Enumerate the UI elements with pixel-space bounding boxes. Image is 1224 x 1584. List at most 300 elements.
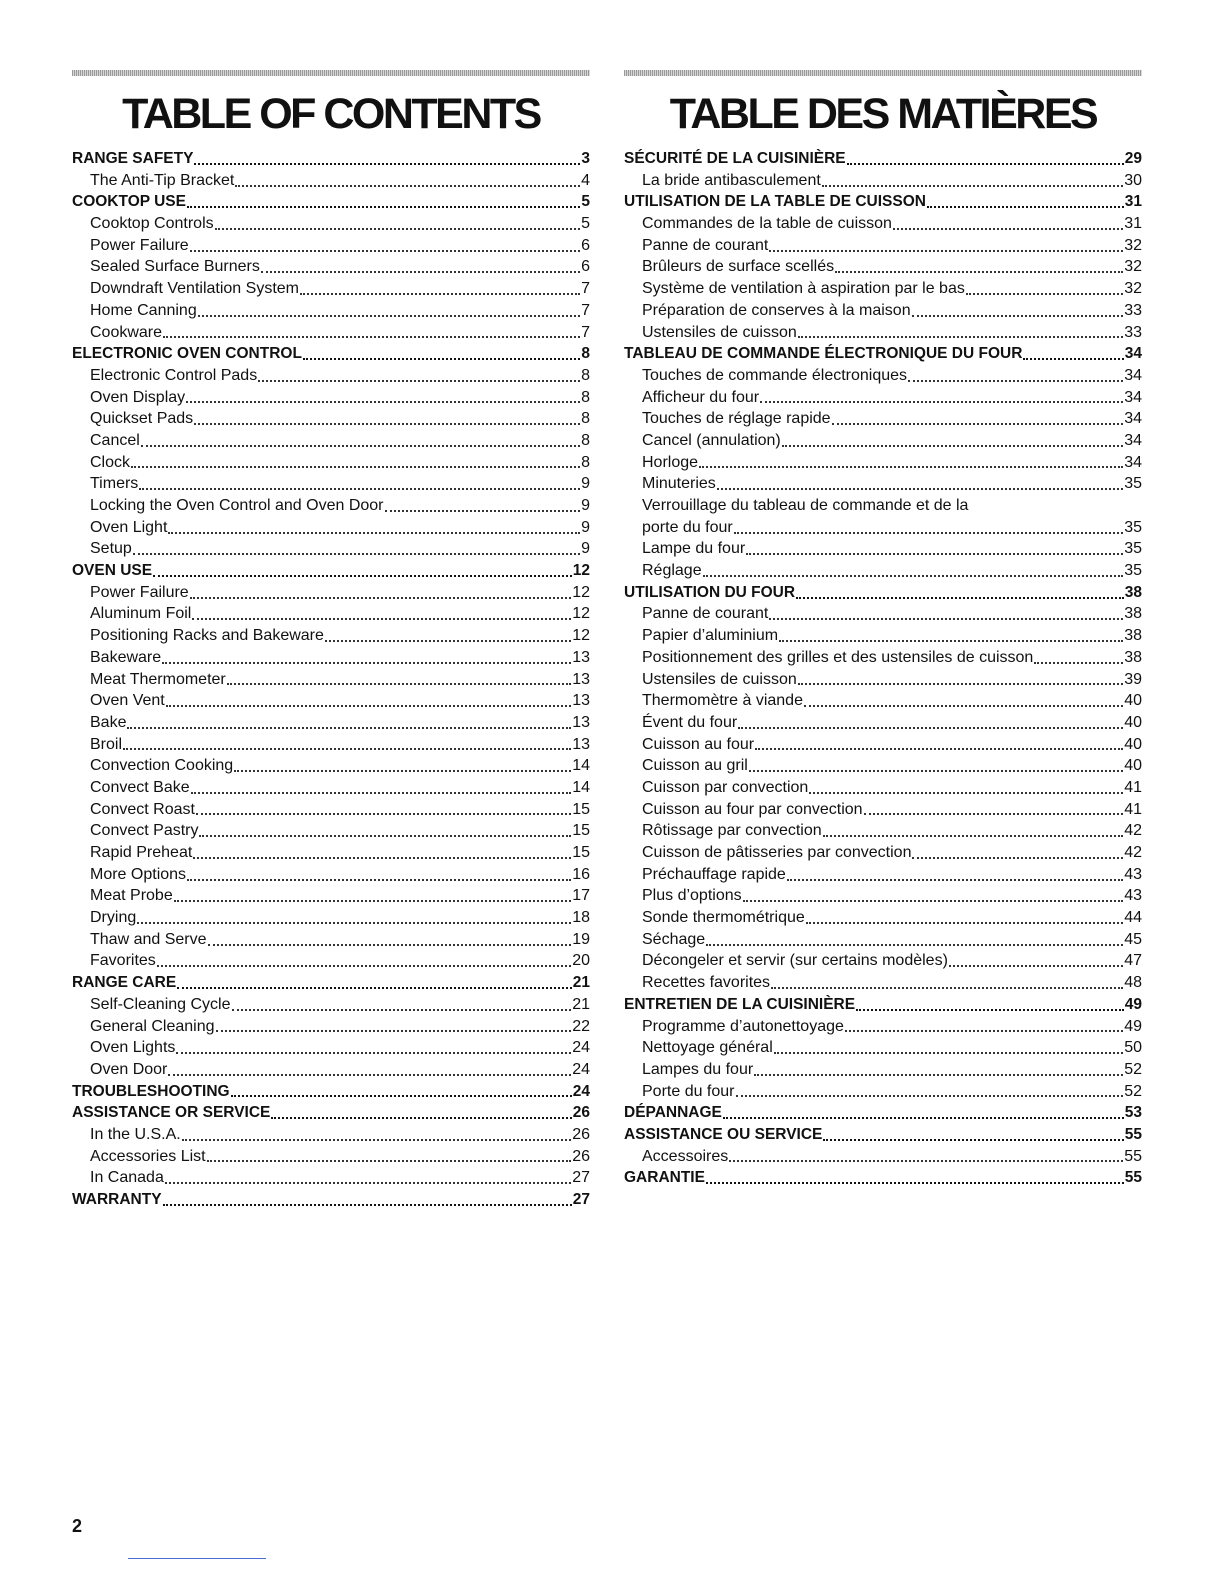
dot-leader xyxy=(235,185,580,187)
toc-label: Évent du four xyxy=(642,713,738,731)
toc-item[interactable] xyxy=(72,235,590,257)
dot-leader xyxy=(187,879,571,881)
toc-item[interactable] xyxy=(72,452,590,474)
toc-label: Bakeware xyxy=(90,648,162,666)
toc-page-number: 47 xyxy=(1124,952,1142,970)
toc-page-number: 24 xyxy=(572,1060,590,1078)
toc-item[interactable] xyxy=(624,864,1142,886)
toc-label: Touches de commande électroniques xyxy=(642,366,908,384)
toc-label: In the U.S.A. xyxy=(90,1125,181,1143)
dot-leader xyxy=(755,748,1123,750)
toc-section[interactable] xyxy=(72,1081,590,1103)
toc-label: WARRANTY xyxy=(72,1191,162,1208)
toc-section[interactable] xyxy=(624,1102,1142,1124)
toc-item[interactable] xyxy=(72,755,590,777)
toc-page-number: 41 xyxy=(1124,800,1142,818)
toc-item[interactable] xyxy=(624,213,1142,235)
toc-english xyxy=(72,70,590,1211)
toc-item[interactable] xyxy=(624,972,1142,994)
toc-label: Cooktop Controls xyxy=(90,215,214,233)
toc-item[interactable] xyxy=(72,1037,590,1059)
toc-item[interactable] xyxy=(624,1059,1142,1081)
toc-item[interactable] xyxy=(72,582,590,604)
toc-label: Programme d’autonettoyage xyxy=(642,1017,844,1035)
toc-item[interactable] xyxy=(624,256,1142,278)
dot-leader xyxy=(123,748,571,750)
dot-leader xyxy=(835,271,1123,273)
toc-label: Nettoyage général xyxy=(642,1039,773,1057)
toc-section[interactable] xyxy=(72,560,590,582)
dot-leader xyxy=(131,466,580,468)
dot-leader xyxy=(823,835,1124,837)
dot-leader xyxy=(190,250,580,252)
toc-item[interactable] xyxy=(624,1146,1142,1168)
toc-page-number: 8 xyxy=(581,410,590,428)
toc-page-number: 8 xyxy=(581,431,590,449)
dot-leader xyxy=(736,1095,1124,1097)
toc-page-number: 30 xyxy=(1124,171,1142,189)
toc-label: Cuisson de pâtisseries par convection xyxy=(642,844,912,861)
toc-page-number: 29 xyxy=(1124,150,1142,167)
toc-page-number: 14 xyxy=(572,757,590,775)
toc-label: TROUBLESHOOTING xyxy=(72,1082,230,1100)
toc-item[interactable] xyxy=(72,669,590,691)
toc-entries-french xyxy=(624,148,1142,1189)
toc-page-number: 40 xyxy=(1124,713,1142,731)
toc-section[interactable] xyxy=(72,972,590,994)
dot-leader xyxy=(227,683,571,685)
toc-label: Electronic Control Pads xyxy=(90,366,258,384)
dot-leader xyxy=(215,228,580,230)
toc-page-number: 12 xyxy=(572,583,590,601)
toc-item[interactable] xyxy=(72,603,590,625)
toc-title-english: TABLE OF CONTENTS xyxy=(122,90,540,138)
toc-item[interactable] xyxy=(624,799,1142,821)
toc-page-number: 21 xyxy=(572,995,590,1013)
dot-leader xyxy=(187,206,580,208)
toc-item[interactable] xyxy=(72,885,590,907)
dot-leader xyxy=(754,1074,1123,1076)
toc-page-number: 9 xyxy=(581,475,590,493)
toc-page-number: 49 xyxy=(1124,995,1142,1013)
toc-page-number: 55 xyxy=(1124,1147,1142,1165)
toc-item[interactable] xyxy=(72,799,590,821)
toc-label: Convection Cooking xyxy=(90,757,234,775)
toc-item[interactable] xyxy=(72,1167,590,1189)
dot-leader xyxy=(162,662,571,664)
toc-label: Positionnement des grilles et des ustensiles de cuisson xyxy=(642,648,1034,666)
toc-label: Lampe du four xyxy=(642,540,746,558)
toc-item[interactable] xyxy=(624,734,1142,756)
toc-label: Séchage xyxy=(642,930,706,948)
toc-page-number: 5 xyxy=(581,193,590,211)
dot-leader xyxy=(199,835,571,837)
dot-leader xyxy=(163,1204,572,1206)
toc-label: Home Canning xyxy=(90,301,197,319)
dot-leader xyxy=(912,857,1123,859)
toc-entries-english xyxy=(72,148,590,1211)
toc-label: UTILISATION DU FOUR xyxy=(624,583,796,601)
toc-page-number: 12 xyxy=(572,562,590,580)
toc-page-number: 45 xyxy=(1124,930,1142,948)
toc-item[interactable] xyxy=(72,300,590,322)
toc-section[interactable] xyxy=(624,148,1142,170)
toc-page-number: 50 xyxy=(1124,1039,1142,1057)
toc-page-number: 7 xyxy=(581,280,590,298)
dot-leader xyxy=(196,813,571,815)
dot-leader xyxy=(261,271,580,273)
toc-page-number: 6 xyxy=(581,258,590,276)
toc-page-number: 42 xyxy=(1124,844,1142,861)
toc-label: Oven Light xyxy=(90,518,168,536)
toc-section[interactable] xyxy=(72,1102,590,1124)
toc-item[interactable] xyxy=(72,820,590,842)
dot-leader xyxy=(133,553,580,555)
toc-item[interactable] xyxy=(72,690,590,712)
toc-item[interactable] xyxy=(72,473,590,495)
toc-item[interactable] xyxy=(624,885,1142,907)
toc-label: Oven Lights xyxy=(90,1039,176,1057)
toc-item[interactable] xyxy=(624,950,1142,972)
toc-label: Afficheur du four xyxy=(642,388,760,406)
toc-page-number: 17 xyxy=(572,887,590,905)
toc-item[interactable] xyxy=(72,712,590,734)
toc-title-french: TABLE DES MATIÈRES xyxy=(669,90,1097,138)
toc-page-number: 32 xyxy=(1124,280,1142,298)
toc-item[interactable] xyxy=(72,408,590,430)
toc-page-number: 13 xyxy=(572,692,590,710)
toc-section[interactable] xyxy=(624,1124,1142,1146)
toc-page-number: 34 xyxy=(1124,388,1142,406)
toc-item[interactable] xyxy=(72,625,590,647)
toc-item[interactable] xyxy=(72,842,590,864)
toc-item[interactable] xyxy=(72,1124,590,1146)
toc-item[interactable] xyxy=(624,669,1142,691)
toc-label: Convect Bake xyxy=(90,778,190,796)
toc-section[interactable] xyxy=(624,582,1142,604)
toc-page-number: 26 xyxy=(572,1125,590,1143)
toc-page-number: 34 xyxy=(1124,431,1142,449)
toc-page-number: 14 xyxy=(572,778,590,796)
header-rule xyxy=(72,70,590,76)
toc-item[interactable] xyxy=(624,473,1142,495)
toc-item[interactable] xyxy=(624,712,1142,734)
toc-item[interactable] xyxy=(624,300,1142,322)
toc-page-number: 12 xyxy=(572,605,590,623)
dot-leader xyxy=(774,1052,1123,1054)
toc-label: Self-Cleaning Cycle xyxy=(90,995,231,1013)
toc-page-number: 34 xyxy=(1124,410,1142,428)
dot-leader xyxy=(198,315,580,317)
dot-leader xyxy=(325,640,571,642)
toc-page-number: 55 xyxy=(1124,1169,1142,1187)
toc-item[interactable] xyxy=(624,1081,1142,1103)
toc-item[interactable] xyxy=(624,603,1142,625)
toc-page-number: 4 xyxy=(581,171,590,189)
toc-page-number: 13 xyxy=(572,670,590,688)
dot-leader xyxy=(746,553,1123,555)
toc-page-number: 40 xyxy=(1124,757,1142,775)
dot-leader xyxy=(271,1117,571,1119)
toc-label: The Anti-Tip Bracket xyxy=(90,171,235,189)
toc-label: Cancel xyxy=(90,431,140,449)
toc-item[interactable] xyxy=(624,495,1142,517)
toc-label: GARANTIE xyxy=(624,1169,705,1187)
toc-item[interactable] xyxy=(72,387,590,409)
toc-section[interactable] xyxy=(624,343,1142,365)
toc-label: Oven Vent xyxy=(90,692,165,710)
toc-label: Convect Pastry xyxy=(90,822,199,840)
toc-page-number: 9 xyxy=(581,540,590,558)
dot-leader xyxy=(168,1074,571,1076)
toc-page-number: 38 xyxy=(1124,583,1142,601)
toc-page-number: 33 xyxy=(1124,323,1142,341)
toc-label: Clock xyxy=(90,453,131,471)
toc-label: Cookware xyxy=(90,323,163,341)
toc-section[interactable] xyxy=(624,191,1142,213)
toc-item[interactable] xyxy=(624,842,1142,864)
toc-item[interactable] xyxy=(624,538,1142,560)
toc-item[interactable] xyxy=(624,647,1142,669)
toc-label: RANGE CARE xyxy=(72,974,177,992)
toc-label: Drying xyxy=(90,909,137,927)
toc-item[interactable] xyxy=(624,755,1142,777)
toc-page-number: 22 xyxy=(572,1017,590,1035)
toc-item[interactable] xyxy=(624,820,1142,842)
toc-label: Power Failure xyxy=(90,583,189,601)
toc-page-number: 8 xyxy=(581,345,590,363)
toc-page-number: 34 xyxy=(1124,366,1142,384)
toc-page-number: 43 xyxy=(1124,887,1142,905)
dot-leader xyxy=(912,315,1124,317)
toc-page-number: 13 xyxy=(572,735,590,753)
toc-item[interactable] xyxy=(72,1016,590,1038)
toc-item[interactable] xyxy=(624,625,1142,647)
toc-page-number: 8 xyxy=(581,366,590,384)
toc-page-number: 55 xyxy=(1124,1125,1142,1143)
dot-leader xyxy=(176,1052,571,1054)
toc-page-number: 38 xyxy=(1124,648,1142,666)
toc-page-number: 24 xyxy=(572,1082,590,1100)
toc-label: Thermomètre à viande xyxy=(642,692,803,710)
dot-leader xyxy=(166,705,571,707)
toc-item[interactable] xyxy=(624,1037,1142,1059)
toc-page-number: 40 xyxy=(1124,735,1142,753)
toc-item[interactable] xyxy=(72,1059,590,1081)
toc-label: porte du four xyxy=(642,518,733,536)
dot-leader xyxy=(190,597,572,599)
toc-page-number: 49 xyxy=(1124,1017,1142,1035)
dot-leader xyxy=(893,228,1123,230)
dot-leader xyxy=(723,1117,1124,1119)
toc-label: DÉPANNAGE xyxy=(624,1104,722,1122)
toc-page-number: 15 xyxy=(572,822,590,840)
toc-page-number: 48 xyxy=(1124,974,1142,992)
toc-item[interactable] xyxy=(624,690,1142,712)
toc-page-number: 38 xyxy=(1124,605,1142,623)
toc-label: General Cleaning xyxy=(90,1017,215,1035)
toc-page-number: 8 xyxy=(581,453,590,471)
toc-item[interactable] xyxy=(624,452,1142,474)
toc-item[interactable] xyxy=(624,235,1142,257)
toc-item[interactable] xyxy=(72,495,590,517)
toc-item[interactable] xyxy=(72,777,590,799)
dot-leader xyxy=(168,532,580,534)
toc-label: Préchauffage rapide xyxy=(642,865,786,883)
toc-label: Rôtissage par convection xyxy=(642,822,822,840)
toc-label: Ustensiles de cuisson xyxy=(642,670,797,688)
toc-label: Meat Probe xyxy=(90,887,173,905)
toc-item[interactable] xyxy=(624,322,1142,344)
dot-leader xyxy=(153,575,572,577)
dot-leader xyxy=(191,792,572,794)
toc-item[interactable] xyxy=(624,278,1142,300)
toc-label: Lampes du four xyxy=(642,1060,754,1078)
toc-item[interactable] xyxy=(72,929,590,951)
toc-label: ASSISTANCE OR SERVICE xyxy=(72,1104,271,1122)
toc-item[interactable] xyxy=(624,430,1142,452)
toc-label: Recettes favorites xyxy=(642,974,771,992)
dot-leader xyxy=(194,163,580,165)
toc-section[interactable] xyxy=(624,1167,1142,1189)
toc-page-number: 35 xyxy=(1124,518,1142,536)
toc-item[interactable] xyxy=(624,560,1142,582)
dot-leader xyxy=(699,466,1123,468)
toc-item[interactable] xyxy=(624,907,1142,929)
toc-item[interactable] xyxy=(72,994,590,1016)
toc-label: Porte du four xyxy=(642,1082,735,1100)
toc-section[interactable] xyxy=(72,343,590,365)
toc-label: La bride antibasculement xyxy=(642,171,821,189)
toc-item[interactable] xyxy=(72,950,590,972)
toc-section[interactable] xyxy=(72,1189,590,1211)
toc-label: SÉCURITÉ DE LA CUISINIÈRE xyxy=(624,150,846,167)
toc-item[interactable] xyxy=(72,517,590,539)
toc-page-number: 27 xyxy=(572,1169,590,1187)
toc-label: TABLEAU DE COMMANDE ÉLECTRONIQUE DU FOUR xyxy=(624,345,1023,363)
toc-page-number: 7 xyxy=(581,323,590,341)
toc-item[interactable] xyxy=(72,365,590,387)
dot-leader xyxy=(139,488,580,490)
toc-item[interactable] xyxy=(624,387,1142,409)
toc-item[interactable] xyxy=(624,365,1142,387)
toc-item[interactable] xyxy=(72,1146,590,1168)
dot-leader xyxy=(208,944,572,946)
dot-leader xyxy=(796,597,1124,599)
dot-leader xyxy=(194,423,580,425)
toc-page-number: 42 xyxy=(1124,822,1142,840)
toc-item[interactable] xyxy=(72,170,590,192)
toc-page-number: 9 xyxy=(581,497,590,514)
toc-label: Positioning Racks and Bakeware xyxy=(90,627,324,645)
toc-label: Favorites xyxy=(90,952,156,970)
toc-item[interactable] xyxy=(72,864,590,886)
dot-leader xyxy=(192,618,571,620)
toc-section[interactable] xyxy=(624,994,1142,1016)
toc-page-number: 9 xyxy=(581,518,590,536)
toc-section[interactable] xyxy=(72,148,590,170)
toc-item[interactable] xyxy=(72,278,590,300)
toc-item[interactable] xyxy=(72,647,590,669)
toc-item[interactable] xyxy=(624,929,1142,951)
dot-leader xyxy=(856,1009,1124,1011)
toc-item[interactable] xyxy=(72,430,590,452)
toc-page-number: 40 xyxy=(1124,692,1142,710)
toc-label: Accessoires xyxy=(642,1147,729,1165)
toc-item[interactable] xyxy=(72,322,590,344)
toc-page-number: 31 xyxy=(1124,215,1142,233)
toc-item[interactable] xyxy=(624,517,1142,539)
dot-leader xyxy=(769,250,1123,252)
dot-leader xyxy=(163,336,580,338)
dot-leader xyxy=(216,1030,572,1032)
toc-item[interactable] xyxy=(72,907,590,929)
toc-label: Horloge xyxy=(642,453,699,471)
toc-item[interactable] xyxy=(72,538,590,560)
dot-leader xyxy=(845,1030,1123,1032)
toc-label: Réglage xyxy=(642,562,702,580)
toc-label: Cuisson au four xyxy=(642,735,755,753)
toc-item[interactable] xyxy=(72,734,590,756)
toc-page-number: 8 xyxy=(581,388,590,406)
dot-leader xyxy=(174,900,571,902)
dot-leader xyxy=(806,922,1123,924)
toc-label: Bake xyxy=(90,713,127,731)
dot-leader xyxy=(234,770,571,772)
toc-label: Ustensiles de cuisson xyxy=(642,323,797,341)
toc-label: Cuisson au gril xyxy=(642,757,748,775)
toc-item[interactable] xyxy=(624,408,1142,430)
toc-page-number: 41 xyxy=(1124,778,1142,796)
toc-label: Minuteries xyxy=(642,475,716,493)
dot-leader xyxy=(186,401,580,403)
toc-label: Meat Thermometer xyxy=(90,670,226,688)
toc-item[interactable] xyxy=(624,777,1142,799)
toc-label: Papier d’aluminium xyxy=(642,627,779,645)
toc-item[interactable] xyxy=(624,1016,1142,1038)
toc-label: More Options xyxy=(90,865,187,883)
toc-label: Locking the Oven Control and Oven Door xyxy=(90,497,384,514)
dot-leader xyxy=(743,900,1124,902)
toc-label: Setup xyxy=(90,540,132,558)
toc-label: ELECTRONIC OVEN CONTROL xyxy=(72,345,302,363)
toc-label: Touches de réglage rapide xyxy=(642,410,831,428)
toc-label: Préparation de conserves à la maison xyxy=(642,301,911,319)
toc-section[interactable] xyxy=(72,191,590,213)
dot-leader xyxy=(804,705,1123,707)
toc-label: OVEN USE xyxy=(72,562,153,580)
dot-leader xyxy=(782,445,1123,447)
toc-label: ENTRETIEN DE LA CUISINIÈRE xyxy=(624,995,856,1013)
dot-leader xyxy=(734,532,1123,534)
toc-item[interactable] xyxy=(72,213,590,235)
toc-label: Thaw and Serve xyxy=(90,930,207,948)
dot-leader xyxy=(760,401,1123,403)
toc-page-number: 27 xyxy=(572,1191,590,1208)
toc-label: Accessories List xyxy=(90,1147,206,1165)
dot-leader xyxy=(207,1160,572,1162)
dot-leader xyxy=(798,336,1123,338)
toc-item[interactable] xyxy=(624,170,1142,192)
dot-leader xyxy=(706,1182,1124,1184)
toc-label: Convect Roast xyxy=(90,800,195,818)
dot-leader xyxy=(137,922,571,924)
toc-label: Panne de courant xyxy=(642,605,769,623)
dot-leader xyxy=(232,1009,572,1011)
dot-leader xyxy=(832,423,1124,425)
toc-page-number: 16 xyxy=(572,865,590,883)
toc-item[interactable] xyxy=(72,256,590,278)
